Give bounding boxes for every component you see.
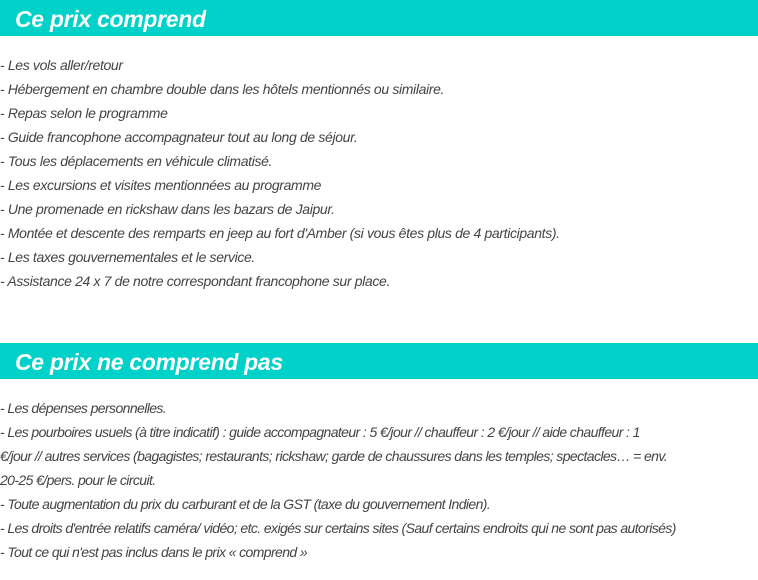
list-item: - Repas selon le programme [0,105,168,121]
list-item: 20-25 €/pers. pour le circuit. [0,472,156,488]
list-item: - Les taxes gouvernementales et le service. [0,249,255,265]
list-item: - Les pourboires usuels (à titre indicatif) : guide accompagnateur : 5 €/jour // chauffeur : 2 €/jour // aide chauffeur : 1 [0,424,640,440]
included-list [0,53,758,293]
list-item: - Une promenade en rickshaw dans les bazars de Jaipur. [0,201,335,217]
list-item: €/jour // autres services (bagagistes; restaurants; rickshaw; garde de chaussures dans les temples; spectacles… = env. [0,448,668,464]
list-item: - Toute augmentation du prix du carburant et de la GST (taxe du gouvernement Indien). [0,496,491,512]
list-item: - Les excursions et visites mentionnées au programme [0,177,322,193]
list-item: - Assistance 24 x 7 de notre correspondant francophone sur place. [0,273,390,289]
included-header [0,0,758,36]
included-title: Ce prix comprend [15,6,206,32]
list-item: - Les droits d'entrée relatifs caméra/ vidéo; etc. exigés sur certains sites (Sauf certains endroits qui ne sont pas autorisés) [0,520,676,536]
excluded-list [0,396,758,564]
excluded-title: Ce prix ne comprend pas [15,349,283,375]
list-item: - Tout ce qui n'est pas inclus dans le prix « comprend » [0,544,308,560]
excluded-header [0,343,758,379]
list-item: - Tous les déplacements en véhicule climatisé. [0,153,273,169]
list-item: - Guide francophone accompagnateur tout au long de séjour. [0,129,358,145]
list-item: - Les vols aller/retour [0,57,123,73]
list-item: - Montée et descente des remparts en jeep au fort d'Amber (si vous êtes plus de 4 participants). [0,225,560,241]
list-item: - Les dépenses personnelles. [0,400,167,416]
list-item: - Hébergement en chambre double dans les hôtels mentionnés ou similaire. [0,81,445,97]
